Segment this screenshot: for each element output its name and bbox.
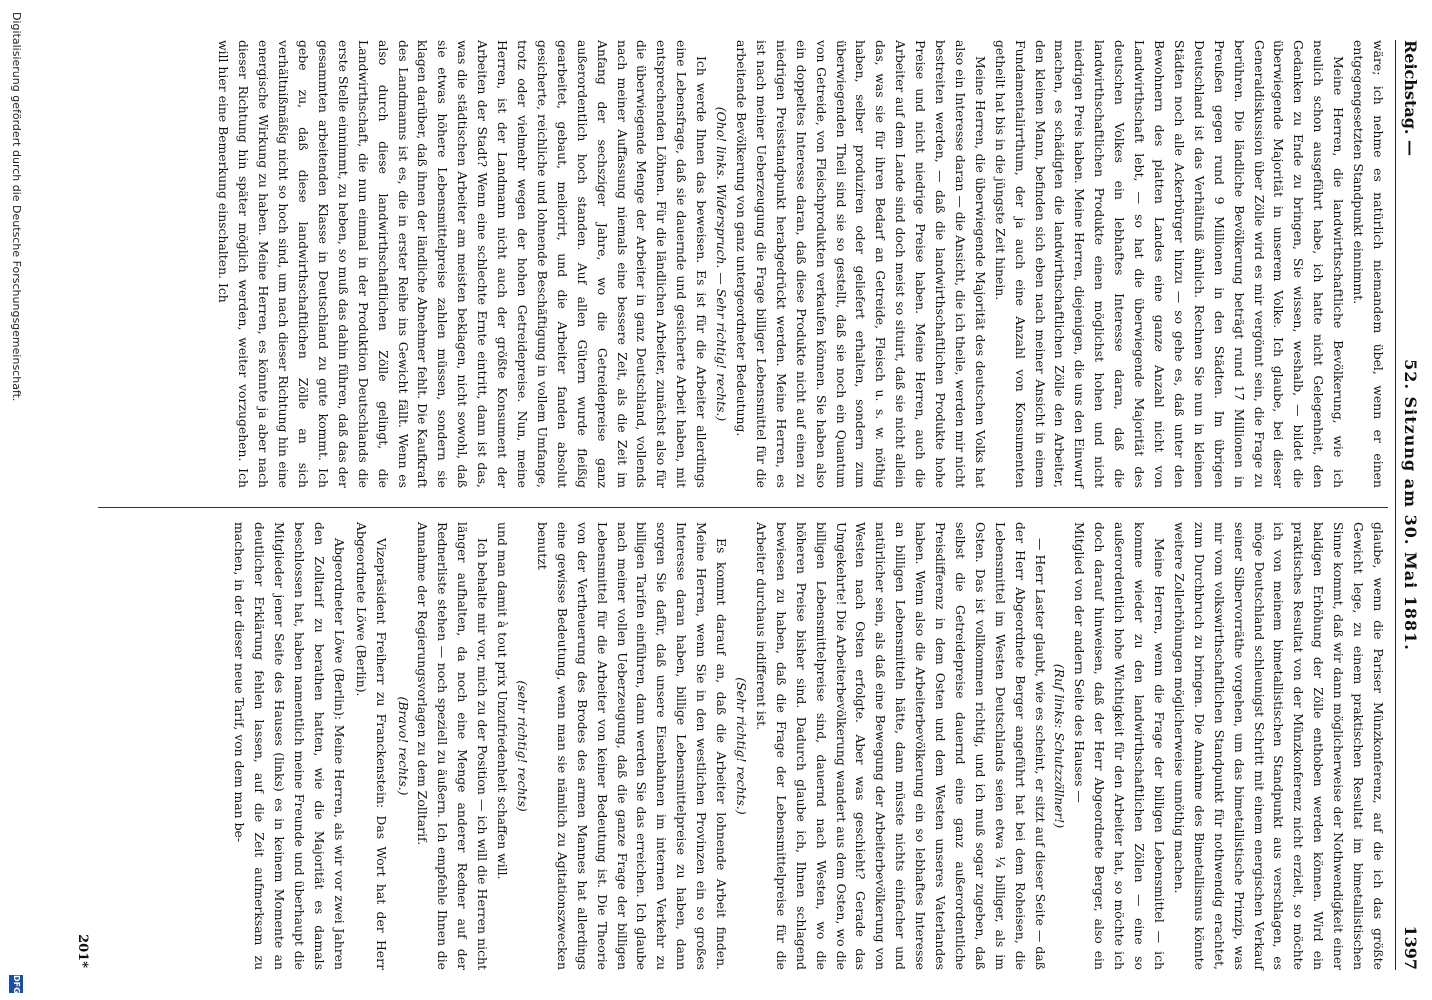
page-number: 1397 (1401, 925, 1420, 970)
paragraph: Ich werde Ihnen das beweisen. Es ist für die Arbeiter allerdings eine Lebensfrage, daß sie dauernde und gesicherte Arbeit haben, mit entsprechenden Löhnen. Für die ländlichen Arbeiter, zunächst also für die überwiegende Menge der Arbeiter in ganz Deutschland, vollends nach meiner Auffassung niemals eine bessere Zeit, als die Zeit im Anfang der sechsziger Jahre, wo die Getreidepreise ganz außerordentlich hoch standen. Auf allen Gütern wurde fleißig gearbeitet, gebaut, meliorirt, und die Arbeiter fanden absolut gesicherte, reichliche und lohnende Beschäftigung in vollem Umfange, trotz oder vielmehr wegen der hohen Getreidepreise. Nun, meine Herren, ist der Landmann nicht auch der größte Konsument der Arbeiten der Stadt? Wenn eine schlechte Ernte eintritt, dann ist das, was die städtischen Arbeiter am meisten beklagen, nicht sowohl, daß sie etwas höhere Lebensmittelpreise zahlen müssen, sondern sie klagen darüber, daß ihnen der ländliche Abnehmer fehlt. Die Kaufkraft des Landmanns ist es, die in erster Reihe ins Gewicht fällt. Wenn es also durch diese landwirthschaftlichen Zölle gelingt, die Landwirthschaft, die nun einmal in der Produktion Deutschlands die erste Stelle einnimmt, zu heben, so muß das dahin führen, daß das der gesammten arbeitenden Klasse in Deutschland zu gute kommt. Ich gebe zu, daß diese landwirthschaftlichen Zölle an sich verhältnißmäßig nicht so hoch sind, um nach dieser Richtung hin eine energische Wirkung zu haben. Meine Herren, es könnte ja aber nach dieser Richtung hin später möglich werden, weiter vorzugehen. Ich will hier eine Bemerkung einschalten. Ich (216, 40, 710, 488)
signature-mark: 201* (75, 934, 90, 968)
paragraph: Es kommt darauf an, daß die Arbeiter lohnende Arbeit finden. Meine Herren, wenn Sie in den westlichen Provinzen ein so großes Interesse daran haben, billige Lebensmittelpreise zu haben, dann sorgen Sie dafür, daß unsere Eisenbahnen im internen Verkehr zu billigen Tarifen einführen, dann werden Sie das erreichen. Ich glaube nach meiner vollen Ueberzeugung, daß die ganze Frage der billigen Lebensmittel für die Arbeiter von keiner Bedeutung ist. Die Theorie von der Vertheuerung des Brodes des armen Mannes hat allerdings eine gewisse Bedeutung, wenn man sie nämlich zu Agitationszwecken benutzt (534, 522, 730, 970)
paragraph: und man damit à tout prix Unzufriedenheit schaffen will. (495, 522, 511, 880)
paragraph: Meine Herren, die überwiegende Majorität des deutschen Volks hat also ein Interesse daran — die Ansicht, die ich theile, werden mir nicht bestreiten werden, — daß die landwirthschaftlichen Produkte hohe Preise und nicht niedrige Preise haben. Meine Herren, auch die Arbeiter auf dem Lande sind doch meist so situirt, daß sie nicht allein das, was sie für ihren Bedarf an Getreide, Fleisch u. s. w. nöthig haben, selber produziren oder geliefert erhalten, sondern zum überwiegenden Theil sind sie so gestellt, daß sie noch ein Quantum von Getreide, von Fleischprodukten verkaufen können. Sie haben also ein doppeltes Interesse daran, daß diese Produkte nicht auf einen zu niedrigen Preisstandpunkt herabgedrückt werden. Meine Herren, es ist nach meiner Ueberzeugung die Frage billiger Lebensmittel für die arbeitende Bevölkerung von ganz untergeordneter Bedeutung. (734, 40, 988, 488)
dfg-logo-icon: DFG (9, 975, 23, 993)
column-divider (98, 507, 1388, 508)
paragraph: glaube, wenn die Pariser Münzkonferenz, auf die ich das größte Gewicht lege, zu einem praktischen Resultat im bimetallistischen Sinne kommt, daß wir dann möglicherweise der Nothwendigkeit einer baldigen Erhöhung der Zölle enthoben werden können. Wird ein praktisches Resultat von der Münzkonferenz nicht erzielt, so möchte ich von meinem bimetallistischen Standpunkt aus verschlagen, es möge Deutschland schleunigst Schritt mit einem energischen Verkauf seiner Silbervorräthe vorgehen, um das bimetallistische Prinzip, was mir vom volkswirthschaftlichen Standpunkt für nothwendig erachtet, zum Durchbruch zu bringen. Die Annahme des Bimetallismus könnte weitere Zollerhöhungen möglicherweise unnöthig machen. (1171, 522, 1386, 970)
speaker-paragraph: Vizepräsident Freiherr zu Franckenstein: Das Wort hat der Herr Abgeordnete Löwe (Berlin). (353, 522, 389, 970)
page-header (1398, 40, 1420, 970)
paragraph: — Herr Laster glaubt, wie es scheint, er sitzt auf dieser Seite — daß der Herr Abgeordnete Berger angeführt hat bei dem Roheisen, die Lebensmittel im Westen Deutschlands seien etwa ¼ billiger, als im Osten. Das ist vollkommen richtig, und ich muß sogar zugeben, daß selbst die Getreidepreise dauernd eine ganz außerordentliche Preisdifferenz in dem Osten und dem Westen unseres Vaterlandes haben. Wenn also die Arbeiterbevölkerung ein so lebhaftes Interesse an billigen Lebensmitteln hätte, dann müsste nichts einfacher und natürlicher sein, als daß eine Bewegung der Arbeiterbevölkerung von Westen nach Osten erfolgte. Aber was geschieht? Gerade das Umgekehrte! Die Arbeiterbevölkerung wandert aus dem Osten, wo die billigen Lebensmittelpreise sind, dauernd nach Westen, wo die höheren Preise bisher sind. Dadurch glaube ich, Ihnen schlagend bewiesen zu haben, daß die Frage der Lebensmittelpreise für die Arbeiter durchaus indifferent ist. (753, 522, 1048, 970)
header-left: Reichstag. — (1401, 40, 1420, 157)
interjection: (Oho! links. Widerspruch. — Sehr richtig! rechts.) (714, 106, 730, 422)
paragraph: wäre; ich nehme es natürlich niemandem übel, wenn er einen entgegengesetzten Standpunkt einnimmt. (1351, 40, 1386, 488)
paragraph: Meine Herren, die landwirthschaftliche Bevölkerung, wie ich neulich schon ausgeführt habe, ich hatte nicht Gelegenheit, den Gedanken zu Ende zu bringen, Sie wissen, weshalb, — bildet die überwiegende Majorität in unserem Volke. Ich glaube, bei dieser Generaldiskussion über Zölle wird es mir vergönnt sein, die Frage zu berühren. Die ländliche Bevölkerung beträgt rund 17 Millionen in Preußen gegen rund 9 Millionen in den Städten. Im übrigen Deutschland ist das Verhältniß ähnlich. Rechnen Sie nun in kleinen Städten noch alle Ackerbürger hinzu — so gehe es, daß unter den Bewohnern des platten Landes eine ganze Anzahl nicht von Landwirthschaft lebt, — so hat die überwiegende Majorität des deutschen Volkes ein lebhaftes Interesse daran, daß die landwirthschaftlichen Produkte einen möglichst hohen und nicht niedrigen Preis haben. Meine Herren, diejenigen, die uns den Einwurf machen, es schädigten die landwirthschaftlichen Zölle den Arbeiter, den kleinen Mann, befinden sich eben nach meiner Ansicht in einem Fundamentalirrthum, der ja auch eine Anzahl von Konsumenten getheilt hat bis in die jüngste Zeit hinein. (992, 40, 1347, 488)
digitization-credit (3, 0, 27, 1000)
interjection: (Sehr richtig! rechts.) (734, 677, 749, 815)
left-column (214, 40, 1388, 488)
paragraph: Meine Herren, wenn die Frage der billigen Lebensmittel — ich komme wieder zu den landwirthschaftlichen Zöllen — eine so außerordentlich hohe Wichtigkeit für den Arbeiter hat, so möchte ich doch darauf hinweisen, daß der Herr Abgeordnete Berger, also ein Mitglied von der andern Seite des Hauses — (1072, 522, 1168, 970)
paragraph: Ich behalte mir vor, mich zu der Position — ich will die Herren nicht länger aufhalten, da noch eine Menge anderer Redner auf der Rednerliste stehen — noch speziell zu äußern. Ich empfehle Ihnen die Annahme der Regierungsvorlagen zu dem Zolltarif. (415, 522, 491, 970)
header-title: 52. Sitzung am 30. Mai 1881. (1401, 359, 1420, 651)
interjection: (Ruf links: Schutzzöllner!) (1052, 663, 1068, 829)
credit-text: Digitalisierung gefördert durch die Deutsche Forschungsgemeinschaft. (10, 12, 23, 402)
speaker-paragraph: Abgeordneter Löwe (Berlin): Meine Herren, als wir vor zwei Jahren den Zolltarif zu berathen hatten, wie die Majorität es damals beschlossen hat, haben namentlich meine Freunde und überhaupt die Mitglieder jener Seite des Hauses (links) es in keinem Momente an deutlicher Erklärung fehlen lassen, auf die Zeit aufmerksam zu machen, in der dieser neue Tarif, von dem man be- (232, 522, 347, 970)
interjection: (sehr richtig! rechts) (515, 680, 531, 812)
interjection: (Bravo! rechts.) (395, 696, 411, 796)
right-column (229, 522, 1388, 970)
header-rule (1395, 40, 1396, 970)
